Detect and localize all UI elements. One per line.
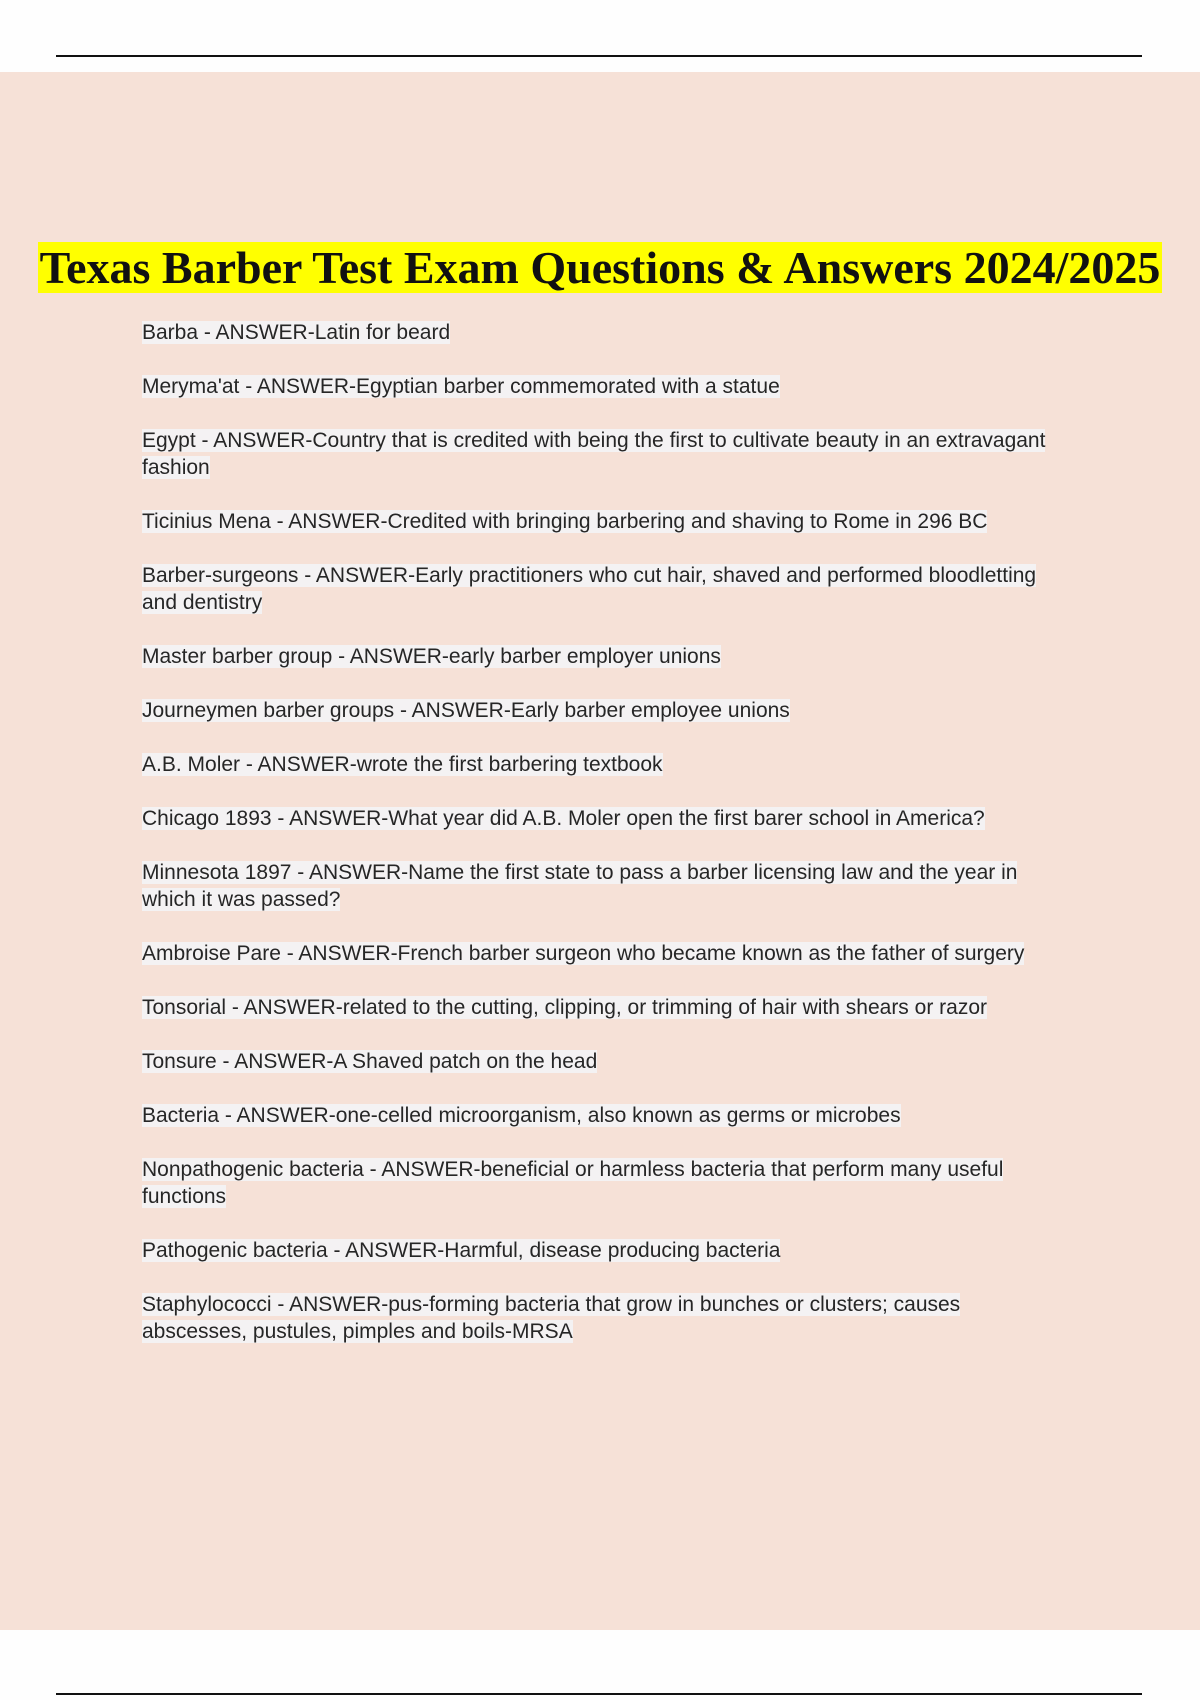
qa-item: [142, 373, 1062, 400]
qa-item: [142, 940, 1062, 967]
top-divider: [56, 55, 1142, 57]
qa-list: [142, 319, 1062, 1372]
qa-item-text: Staphylococci - ANSWER-pus-forming bacteria that grow in bunches or clusters; causes abscesses, pustules, pimples and boils-MRSA: [142, 1293, 961, 1343]
qa-item-text: Pathogenic bacteria - ANSWER-Harmful, disease producing bacteria: [142, 1239, 781, 1262]
qa-item: [142, 562, 1062, 616]
qa-item: [142, 1156, 1062, 1210]
qa-item: [142, 1291, 1062, 1345]
qa-item-text: Journeymen barber groups - ANSWER-Early barber employee unions: [142, 699, 790, 722]
qa-item-text: Egypt - ANSWER-Country that is credited with being the first to cultivate beauty in an extravagant fashion: [142, 429, 1046, 479]
qa-item-text: A.B. Moler - ANSWER-wrote the first barbering textbook: [142, 753, 663, 776]
document-title-text: Texas Barber Test Exam Questions & Answers 2024/2025: [39, 241, 1161, 293]
qa-item-text: Minnesota 1897 - ANSWER-Name the first state to pass a barber licensing law and the year in which it was passed?: [142, 861, 1018, 911]
qa-item-text: Bacteria - ANSWER-one-celled microorganism, also known as germs or microbes: [142, 1104, 901, 1127]
qa-item: [142, 859, 1062, 913]
qa-item-text: Ticinius Mena - ANSWER-Credited with bringing barbering and shaving to Rome in 296 BC: [142, 510, 988, 533]
qa-item-text: Barba - ANSWER-Latin for beard: [142, 321, 451, 344]
qa-item: [142, 751, 1062, 778]
qa-item: [142, 1048, 1062, 1075]
qa-item-text: Chicago 1893 - ANSWER-What year did A.B. Moler open the first barer school in America?: [142, 807, 985, 830]
qa-item-text: Ambroise Pare - ANSWER-French barber surgeon who became known as the father of surgery: [142, 942, 1025, 965]
qa-item: [142, 697, 1062, 724]
bottom-divider: [56, 1693, 1142, 1695]
qa-item-text: Barber-surgeons - ANSWER-Early practitioners who cut hair, shaved and performed bloodletting and dentistry: [142, 564, 1037, 614]
document-title: [0, 241, 1200, 295]
qa-item: [142, 805, 1062, 832]
qa-item: [142, 319, 1062, 346]
qa-item-text: Tonsure - ANSWER-A Shaved patch on the head: [142, 1050, 598, 1073]
qa-item: [142, 643, 1062, 670]
qa-item-text: Tonsorial - ANSWER-related to the cutting, clipping, or trimming of hair with shears or razor: [142, 996, 987, 1019]
qa-item-text: Master barber group - ANSWER-early barber employer unions: [142, 645, 721, 668]
qa-item: [142, 994, 1062, 1021]
qa-item: [142, 427, 1062, 481]
qa-item-text: Nonpathogenic bacteria - ANSWER-beneficial or harmless bacteria that perform many useful functions: [142, 1158, 1004, 1208]
qa-item-text: Meryma'at - ANSWER-Egyptian barber commemorated with a statue: [142, 375, 780, 398]
document-page: [0, 72, 1200, 1630]
qa-item: [142, 1237, 1062, 1264]
qa-item: [142, 508, 1062, 535]
qa-item: [142, 1102, 1062, 1129]
